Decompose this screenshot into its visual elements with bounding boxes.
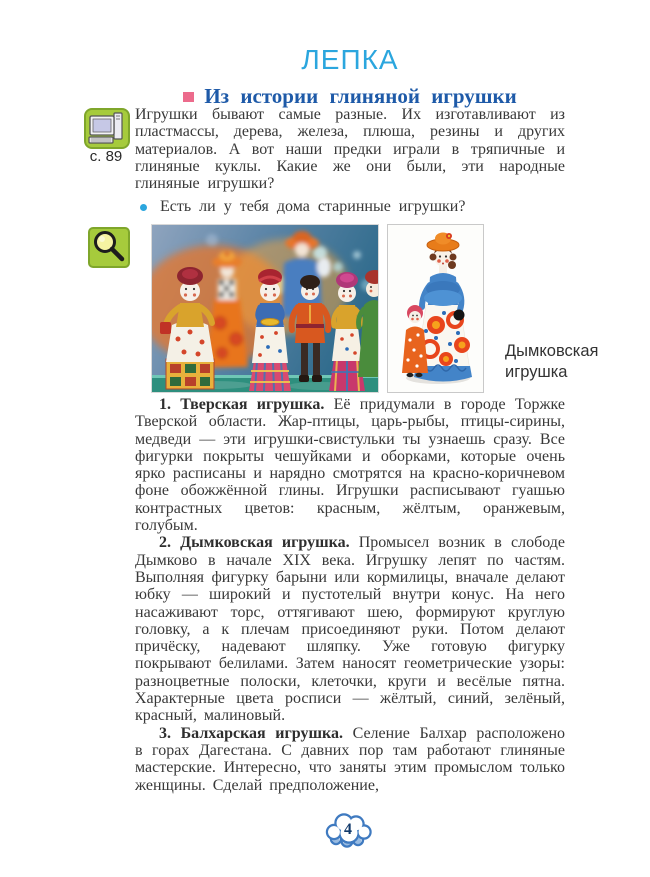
section-body: Промысел возник в слободе Дымково в начале XIX века. Игрушку лепят по частям. Выполняя фигурку барыни или кормилицы, вначале делают юбку — широкий и пустотелый внутри конус. На него насаживают торс, оттягивают шею, формируют круглую головку, а к плечам присоединяют руки. Потом делают причёску, надевают шляпку. Уже готовую фигурку покрывают белилами. Затем наносят геометрические узоры: разноцветные полоски, клеточки, круги и весёлые пятна. Характерные цвета росписи — жёлтый, синий, зелёный, красный, малиновый. <box>135 534 565 725</box>
section-heading-text: Из истории глиняной игрушки <box>204 84 517 108</box>
body-text <box>135 396 565 794</box>
pink-square-bullet-icon <box>183 92 194 102</box>
section-paragraph-balkharskaya <box>135 725 565 794</box>
question-item <box>140 198 565 216</box>
cloud-page-marker <box>322 809 374 849</box>
page-title: ЛЕПКА <box>301 44 399 75</box>
section-lead: 2. Дымковская игрушка. <box>159 534 350 552</box>
page-number: 4 <box>344 821 352 838</box>
blue-dot-bullet-icon <box>140 204 147 211</box>
figure-caption: Дымковская игрушка <box>505 342 599 381</box>
section-lead: 3. Балхарская игрушка. <box>159 724 343 742</box>
section-lead: 1. Тверская игрушка. <box>159 396 325 413</box>
dymkovo-toy-photo <box>388 225 483 392</box>
section-paragraph-tverskaya <box>135 396 565 534</box>
page-reference-label: с. 89 <box>89 148 123 165</box>
section-body: Селение Балхар расположено в горах Дагестана. С давних пор там работают глиняные мастерские. Интересно, что заняты этим промыслом только женщины. Сделай предположение, <box>135 724 566 794</box>
intro-paragraph: Игрушки бывают самые разные. Их изготавливают из пластмассы, дерева, железа, плюша, резины и других материалов. А вот наши предки играли в тряпичные и глиняные куклы. Какие же они были, эти народные глиняные игрушки? <box>135 106 565 193</box>
clay-dolls-photo <box>152 225 378 392</box>
question-text: Есть ли у тебя дома старинные игрушки? <box>160 198 466 215</box>
section-body: Её придумали в городе Торжке Тверской области. Жар-птицы, царь-рыбы, птицы-сирины, медведи — эти игрушки-свистульки ты узнаешь сразу. Все фигурки покрыты чешуйками и оборками, которые очень ярко расписаны и нарядно смотрятся на красно-коричневом фоне обожжённой глины. Игрушки расписывают гуашью контрастных цветов: красным, жёлтым, оранжевым, голубым. <box>135 396 565 535</box>
magnifier-icon <box>88 227 130 273</box>
section-paragraph-dymkovskaya <box>135 534 565 724</box>
